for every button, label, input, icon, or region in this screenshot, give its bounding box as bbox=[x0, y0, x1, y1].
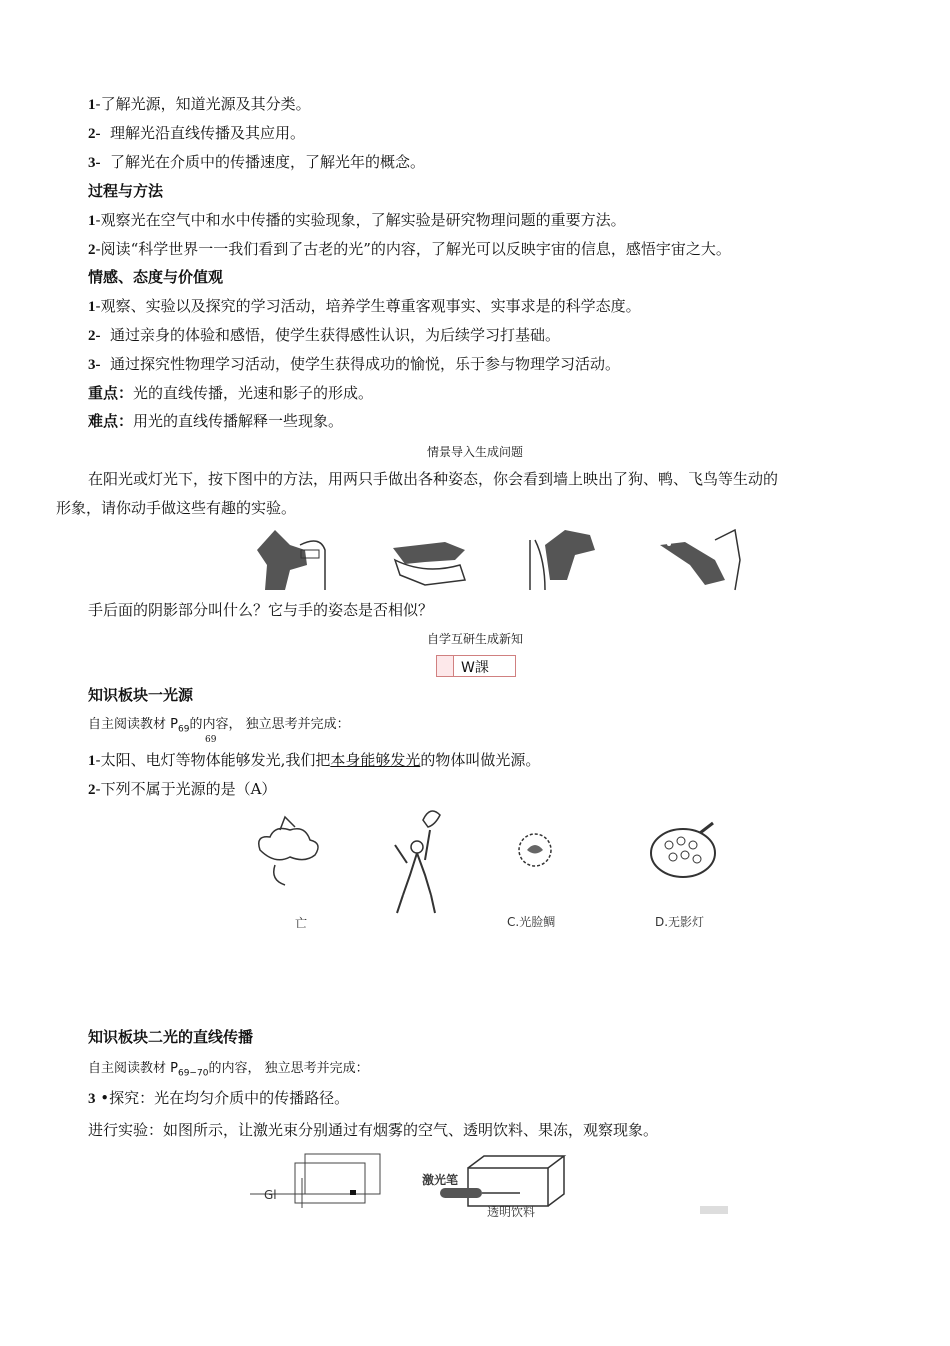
option-c-figure bbox=[507, 834, 555, 929]
option-b-figure bbox=[395, 811, 440, 913]
block1-reading-footnote: 69 bbox=[205, 735, 217, 745]
laser-experiment-figure bbox=[250, 1148, 740, 1223]
process-heading: 过程与方法 bbox=[88, 182, 164, 200]
light-source-options-figure bbox=[245, 805, 725, 935]
attitude-goal-3: 3- 通过探究性物理学习活动，使学生获得成功的愉悦，乐于参与物理学习活动。 bbox=[88, 355, 621, 373]
section-title-scene: 情景导入生成问题 bbox=[426, 445, 523, 459]
section-title-study: 自学互研生成新知 bbox=[426, 632, 523, 646]
shadow-duck-figure bbox=[393, 542, 465, 585]
left-diagram-label: Gl bbox=[264, 1188, 277, 1202]
block1-reading-instruction: 自主阅读教材 $P_{69}$的内容， 独立思考并完成： bbox=[88, 717, 350, 735]
lesson-tag bbox=[436, 655, 516, 677]
experiment-instruction: 进行实验：如图所示，让激光束分别通过有烟雾的空气、透明饮料、果冻，观察现象。 bbox=[88, 1121, 659, 1139]
intro-paragraph-line2: 形象，请你动手做这些有趣的实验。 bbox=[56, 499, 297, 517]
laser-box-diagram bbox=[422, 1156, 564, 1219]
tag-text: W課 bbox=[461, 660, 489, 676]
shadow-horse-figure bbox=[530, 530, 595, 590]
process-goal-1: 1-观察光在空气中和水中传播的实验现象，了解实验是研究物理问题的重要方法。 bbox=[88, 211, 626, 229]
option-d-label: D.无影灯 bbox=[655, 915, 705, 929]
block2-title: 知识板块二光的直线传播 bbox=[88, 1028, 254, 1046]
question-1: 1-太阳、电灯等物体能够发光,我们把本身能够发光的物体叫做光源。 bbox=[88, 751, 541, 769]
option-c-label: C.光脸鲷 bbox=[507, 915, 556, 929]
key-point: 重点：光的直线传播，光速和影子的形成。 bbox=[88, 384, 374, 402]
option-d-figure bbox=[651, 823, 715, 929]
box-diagram-left bbox=[250, 1154, 380, 1208]
attitude-goal-2: 2- 通过亲身的体验和感悟，使学生获得感性认识，为后续学习打基础。 bbox=[88, 326, 561, 344]
shadow-bird-figure bbox=[660, 530, 740, 590]
goal-1: 1-了解光源，知道光源及其分类。 bbox=[88, 95, 311, 113]
difficulty: 难点：用光的直线传播解释一些现象。 bbox=[88, 412, 344, 430]
question-3: 3 •探究：光在均匀介质中的传播路径。 bbox=[88, 1089, 350, 1107]
drink-label: 透明饮料 bbox=[487, 1205, 536, 1219]
attitude-goal-1: 1-观察、实验以及探究的学习活动，培养学生尊重客观事实、实事求是的科学态度。 bbox=[88, 297, 641, 315]
goal-2: 2- 理解光沿直线传播及其应用。 bbox=[88, 124, 306, 142]
tag-marker bbox=[437, 656, 454, 676]
hand-shadow-figures bbox=[245, 520, 745, 598]
intro-paragraph-line1: 在阳光或灯光下，按下图中的方法，用两只手做出各种姿态，你会看到墙上映出了狗、鸭、飞鸟等生动的 bbox=[88, 470, 779, 488]
question-2: 2-下列不属于光源的是（A） bbox=[88, 780, 277, 798]
option-a-label: 亡 bbox=[295, 916, 308, 930]
block2-reading-instruction: 自主阅读教材 $P_{69-70}$的内容， 独立思考并完成： bbox=[88, 1061, 369, 1079]
goal-3: 3- 了解光在介质中的传播速度，了解光年的概念。 bbox=[88, 153, 426, 171]
option-a-figure bbox=[259, 817, 318, 930]
process-goal-2: 2-阅读“科学世界一一我们看到了古老的光”的内容，了解光可以反映宇宙的信息，感悟宇宙之大。 bbox=[88, 240, 731, 258]
laser-pen-label: 激光笔 bbox=[422, 1173, 459, 1187]
question-text: 手后面的阴影部分叫什么？它与手的姿态是否相似？ bbox=[88, 601, 434, 619]
attitude-heading: 情感、态度与价值观 bbox=[88, 268, 224, 286]
block1-title: 知识板块一光源 bbox=[88, 686, 194, 704]
shadow-dog-figure bbox=[257, 530, 325, 590]
